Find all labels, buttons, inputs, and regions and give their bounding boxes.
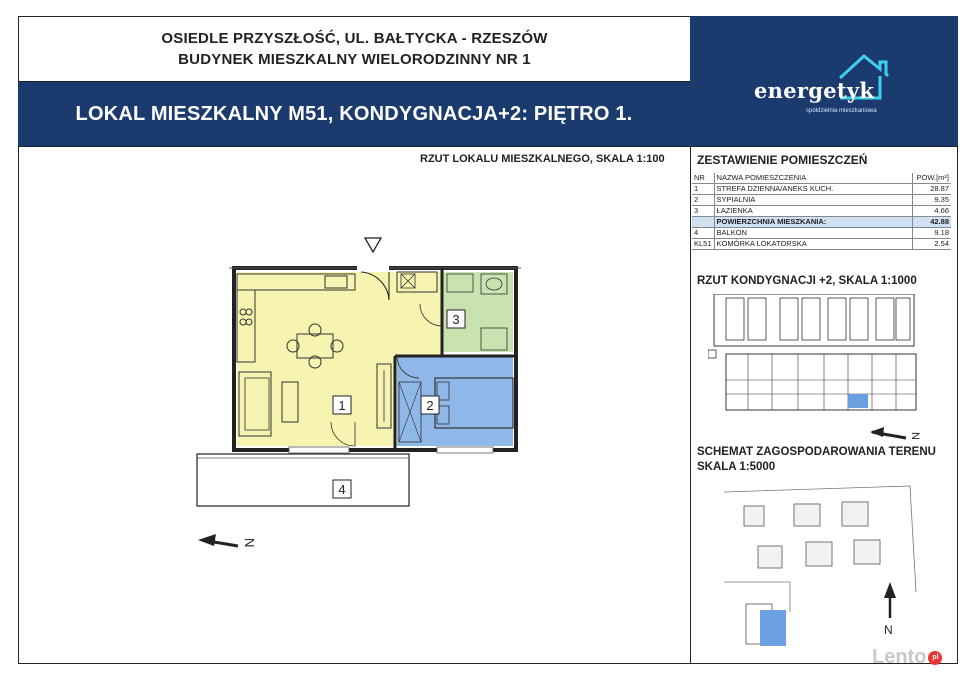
watermark-badge: pl (928, 651, 942, 665)
balcony (197, 454, 409, 506)
watermark-text: Lento (872, 646, 927, 668)
table-header-row: NR NAZWA POMIESZCZENIA POW.[m²] (694, 173, 949, 182)
rooms-summary-table (692, 173, 951, 250)
unit-title: LOKAL MIESZKALNY M51, KONDYGNACJA+2: PIĘTRO 1. (75, 102, 633, 125)
north-arrow-icon (880, 582, 900, 638)
site-plan-title-line1: SCHEMAT ZAGOSPODAROWANIA TERENU (697, 446, 936, 458)
table-row: 3 ŁAZIENKA 4.66 (694, 206, 949, 215)
column-divider (690, 146, 691, 664)
svg-text:N: N (909, 432, 921, 440)
site-plan-title-line2: SKALA 1:5000 (697, 461, 776, 473)
room-bedroom (397, 356, 513, 446)
energetyk-logo (690, 16, 958, 146)
project-name: OSIEDLE PRZYSZŁOŚĆ, UL. BAŁTYCKA - RZESZÓW (161, 30, 548, 47)
svg-text:N: N (242, 538, 257, 548)
room-number-3: 3 (452, 312, 460, 327)
room-number-1: 1 (338, 398, 346, 413)
header-divider (18, 146, 958, 147)
floor-plan-title: RZUT KONDYGNACJI +2, SKALA 1:1000 (697, 275, 917, 287)
north-arrow-icon (198, 532, 272, 556)
north-arrow-icon (870, 426, 936, 446)
table-total-row: POWIERZCHNIA MIESZKANIA: 42.88 (692, 217, 951, 228)
building-name: BUDYNEK MIESZKALNY WIELORODZINNY NR 1 (178, 51, 531, 68)
logo-subtitle: spółdzielnia mieszkaniowa (806, 108, 877, 114)
room-number-4: 4 (338, 482, 346, 497)
table-row: KL51 KOMÓRKA LOKATORSKA 2.54 (694, 239, 949, 248)
table-row: 1 STREFA DZIENNA/ANEKS KUCH. 28.87 (694, 184, 949, 193)
summary-title: ZESTAWIENIE POMIESZCZEŃ (697, 153, 868, 167)
svg-text:N: N (884, 623, 893, 637)
entrance-marker-icon (365, 238, 381, 252)
logo-name: energetyk (754, 78, 875, 103)
lento-watermark (872, 646, 942, 669)
table-row: 4 BALKON 9.18 (694, 228, 949, 237)
table-row: 2 SYPIALNIA 9.35 (694, 195, 949, 204)
project-header (18, 16, 690, 82)
apartment-floor-plan (185, 232, 530, 522)
unit-title-bar (18, 82, 690, 146)
level-floor-plan (708, 294, 940, 418)
room-number-2: 2 (426, 398, 434, 413)
plan-scale-title: RZUT LOKALU MIESZKALNEGO, SKALA 1:100 (420, 153, 665, 165)
